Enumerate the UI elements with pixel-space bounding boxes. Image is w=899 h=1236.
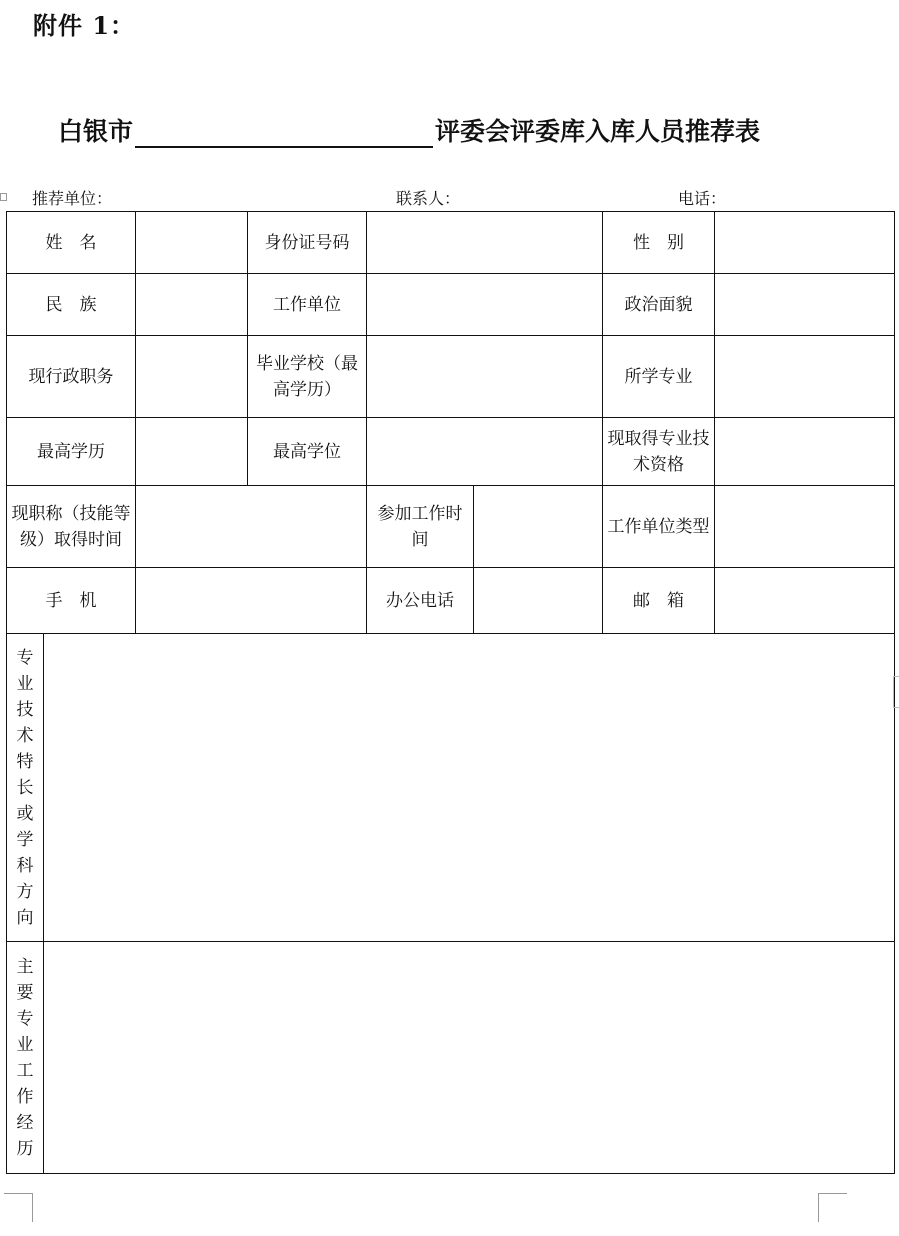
work-unit-type-label: 工作单位类型: [603, 486, 715, 568]
table-row: [7, 634, 895, 942]
table-row: [7, 274, 895, 336]
form-title: [58, 112, 760, 148]
highest-degree-value-cell[interactable]: [367, 418, 603, 486]
current-qualification-label: 现取得专业技术资格: [603, 418, 715, 486]
work-unit-label: 工作单位: [248, 274, 367, 336]
mobile-value-cell[interactable]: [136, 568, 367, 634]
mobile-label: 手 机: [7, 568, 136, 634]
work-unit-type-value-cell[interactable]: [715, 486, 895, 568]
highest-education-value-cell[interactable]: [136, 418, 248, 486]
work-experience-value-cell[interactable]: [44, 942, 895, 1174]
current-qualification-value-cell[interactable]: [715, 418, 895, 486]
expertise-value-cell[interactable]: [44, 634, 895, 942]
ethnicity-value-cell[interactable]: [136, 274, 248, 336]
political-status-label: 政治面貌: [603, 274, 715, 336]
highest-degree-label: 最高学位: [248, 418, 367, 486]
political-status-value-cell[interactable]: [715, 274, 895, 336]
recommending-unit-label: 推荐单位：: [32, 189, 113, 208]
page-corner-mark-left: [4, 1193, 33, 1222]
expertise-label: 专业技术特长或学科方向: [7, 634, 44, 942]
title-prefix: 白银市: [58, 117, 134, 146]
title-blank-line[interactable]: [135, 122, 433, 148]
office-phone-label: 办公电话: [367, 568, 474, 634]
table-row: [7, 418, 895, 486]
phone-label: 电话：: [678, 189, 727, 208]
attachment-label: 附件 1：: [33, 11, 136, 40]
id-number-value-cell[interactable]: [367, 212, 603, 274]
highest-education-label: 最高学历: [7, 418, 136, 486]
name-value-cell[interactable]: [136, 212, 248, 274]
work-unit-value-cell[interactable]: [367, 274, 603, 336]
gender-value-cell[interactable]: [715, 212, 895, 274]
contact-person-label: 联系人：: [396, 189, 461, 208]
graduate-school-value-cell[interactable]: [367, 336, 603, 418]
email-label: 邮 箱: [603, 568, 715, 634]
major-label: 所学专业: [603, 336, 715, 418]
office-phone-value-cell[interactable]: [474, 568, 603, 634]
title-obtained-time-label: 现职称（技能等级）取得时间: [7, 486, 136, 568]
current-position-value-cell[interactable]: [136, 336, 248, 418]
table-anchor-icon[interactable]: [0, 193, 7, 201]
page-corner-mark-right: [818, 1193, 847, 1222]
current-position-label: 现行政职务: [7, 336, 136, 418]
title-obtained-time-value-cell[interactable]: [136, 486, 367, 568]
table-row: [7, 336, 895, 418]
work-experience-label: 主要专业工作经历: [7, 942, 44, 1174]
table-row: [7, 486, 895, 568]
name-label: 姓 名: [7, 212, 136, 274]
graduate-school-label: 毕业学校（最高学历）: [248, 336, 367, 418]
id-number-label: 身份证号码: [248, 212, 367, 274]
work-start-time-value-cell[interactable]: [474, 486, 603, 568]
recommendation-form-table: [6, 211, 895, 1174]
major-value-cell[interactable]: [715, 336, 895, 418]
gender-label: 性 别: [603, 212, 715, 274]
table-row: [7, 568, 895, 634]
table-row: [7, 212, 895, 274]
work-start-time-label: 参加工作时间: [367, 486, 474, 568]
page-edge-marker: [893, 676, 899, 708]
ethnicity-label: 民 族: [7, 274, 136, 336]
table-row: [7, 942, 895, 1174]
title-suffix: 评委会评委库入库人员推荐表: [435, 117, 761, 146]
email-value-cell[interactable]: [715, 568, 895, 634]
